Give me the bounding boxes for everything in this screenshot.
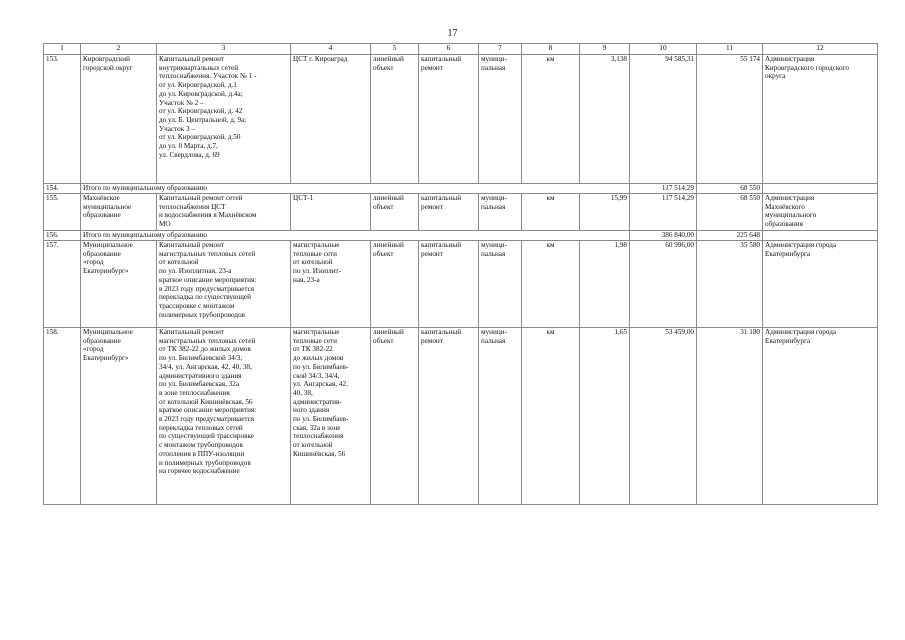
- recipient-cell: [763, 231, 878, 241]
- column-number-3: 3: [157, 44, 291, 55]
- ownership-cell: муници- пальная: [479, 328, 522, 505]
- work-type-cell: капитальный ремонт: [419, 241, 479, 328]
- column-number-11: 11: [697, 44, 763, 55]
- column-number-9: 9: [580, 44, 630, 55]
- ownership-cell: муници- пальная: [479, 241, 522, 328]
- table-row: [44, 194, 878, 231]
- object-cell: магистральные тепловые сети от котельной по ул. Изоплит- ная, 23-а: [291, 241, 371, 328]
- unit-cell: км: [522, 241, 580, 328]
- table-row: [44, 241, 878, 328]
- description-cell: Капитальный ремонт внутриквартальных сетей теплоснабжения. Участок № 1 - от ул. Кировградской, д.1 до ул. Кировградской, д.4а; Участок № 2 – от ул. Кировградской, д. 42 до ул. Б. Центральной, д. 9а; Участок 3 – от ул. Кировградской, д.50 до ул. 8 Марта, д.7, ул. Свердлова, д. 69: [157, 55, 291, 184]
- column-number-10: 10: [630, 44, 697, 55]
- row-number: 158.: [44, 328, 81, 505]
- municipality-cell: Муниципальное образование «город Екатеринбург»: [81, 241, 157, 328]
- row-number: 156.: [44, 231, 81, 241]
- page-number: 17: [447, 28, 458, 39]
- quantity-cell: 3,138: [580, 55, 630, 184]
- recipient-cell: Администрация Махнёвского муниципального образования: [763, 194, 878, 231]
- row-number: 155.: [44, 194, 81, 231]
- work-type-cell: капитальный ремонт: [419, 55, 479, 184]
- subsidy-cell: 68 550: [697, 184, 763, 194]
- row-number: 157.: [44, 241, 81, 328]
- municipality-cell: Махнёвское муниципальное образование: [81, 194, 157, 231]
- subsidy-cell: 55 174: [697, 55, 763, 184]
- ownership-cell: муници- пальная: [479, 55, 522, 184]
- cost-cell: 117 514,29: [630, 194, 697, 231]
- recipient-cell: [763, 184, 878, 194]
- ownership-cell: муници- пальная: [479, 194, 522, 231]
- description-cell: Капитальный ремонт магистральных тепловых сетей от котельной по ул. Изоплитная, 23-а краткое описание мероприятия: в 2023 году предусматривается перекладка по существующей трассировке с монтажом полимерных трубопроводов: [157, 241, 291, 328]
- table-row: [44, 55, 878, 184]
- object-type-cell: линейный объект: [371, 241, 419, 328]
- cost-cell: 94 585,31: [630, 55, 697, 184]
- column-number-7: 7: [479, 44, 522, 55]
- row-number: 154.: [44, 184, 81, 194]
- municipality-cell: Муниципальное образование «город Екатеринбург»: [81, 328, 157, 505]
- total-row: [44, 184, 878, 194]
- column-number-6: 6: [419, 44, 479, 55]
- column-number-4: 4: [291, 44, 371, 55]
- object-type-cell: линейный объект: [371, 328, 419, 505]
- quantity-cell: 1,65: [580, 328, 630, 505]
- object-cell: магистральные тепловые сети от ТК 382-22 до жилых домов по ул. Билимбаев- ской 34/3, 34/4, ул. Ангарская, 42, 40, 38, административ- ного здания по ул. Билимбаев- ская, 32а в зоне теплоснабжения от котельной Кишинёвская, 56: [291, 328, 371, 505]
- column-number-row: [44, 44, 878, 55]
- total-row: [44, 231, 878, 241]
- total-label: Итого по муниципальному образованию: [81, 184, 630, 194]
- cost-cell: 386 840,00: [630, 231, 697, 241]
- column-number-2: 2: [81, 44, 157, 55]
- object-type-cell: линейный объект: [371, 194, 419, 231]
- cost-cell: 117 514,29: [630, 184, 697, 194]
- recipient-cell: Администрация города Екатеринбурга: [763, 328, 878, 505]
- description-cell: Капитальный ремонт сетей теплоснабжения ЦСТ и водоснабжения в Махнёвском МО: [157, 194, 291, 231]
- column-number-1: 1: [44, 44, 81, 55]
- work-type-cell: капитальный ремонт: [419, 194, 479, 231]
- quantity-cell: 15,99: [580, 194, 630, 231]
- table-row: [44, 328, 878, 505]
- cost-cell: 53 459,00: [630, 328, 697, 505]
- description-cell: Капитальный ремонт магистральных тепловых сетей от ТК 382-22 до жилых домов по ул. Билимбаевской 34/3, 34/4, ул. Ангарская, 42, 40, 38, административного здания по ул. Билимбаевская, 32а в зоне теплоснабжения от котельной Кишинёвская, 56 краткое описание мероприятия: в 2023 году предусматривается перекладка тепловых сетей по существующей трассировке с монтажом трубопроводов отопления в ППУ-изоляции и полимерных трубопроводов на горячее водоснабжение: [157, 328, 291, 505]
- object-type-cell: линейный объект: [371, 55, 419, 184]
- subsidy-cell: 68 550: [697, 194, 763, 231]
- table-body: [44, 55, 878, 505]
- investment-program-table: [43, 43, 878, 505]
- column-number-5: 5: [371, 44, 419, 55]
- unit-cell: км: [522, 328, 580, 505]
- unit-cell: км: [522, 55, 580, 184]
- subsidy-cell: 35 580: [697, 241, 763, 328]
- unit-cell: км: [522, 194, 580, 231]
- work-type-cell: капитальный ремонт: [419, 328, 479, 505]
- subsidy-cell: 225 648: [697, 231, 763, 241]
- recipient-cell: Администрация Кировградского городского округа: [763, 55, 878, 184]
- quantity-cell: 1,98: [580, 241, 630, 328]
- column-number-8: 8: [522, 44, 580, 55]
- subsidy-cell: 31 180: [697, 328, 763, 505]
- total-label: Итого по муниципальному образованию: [81, 231, 630, 241]
- cost-cell: 60 996,00: [630, 241, 697, 328]
- object-cell: ЦСТ-1: [291, 194, 371, 231]
- column-number-12: 12: [763, 44, 878, 55]
- recipient-cell: Администрация города Екатеринбурга: [763, 241, 878, 328]
- object-cell: ЦСТ г. Кировград: [291, 55, 371, 184]
- row-number: 153.: [44, 55, 81, 184]
- municipality-cell: Кировградский городской округ: [81, 55, 157, 184]
